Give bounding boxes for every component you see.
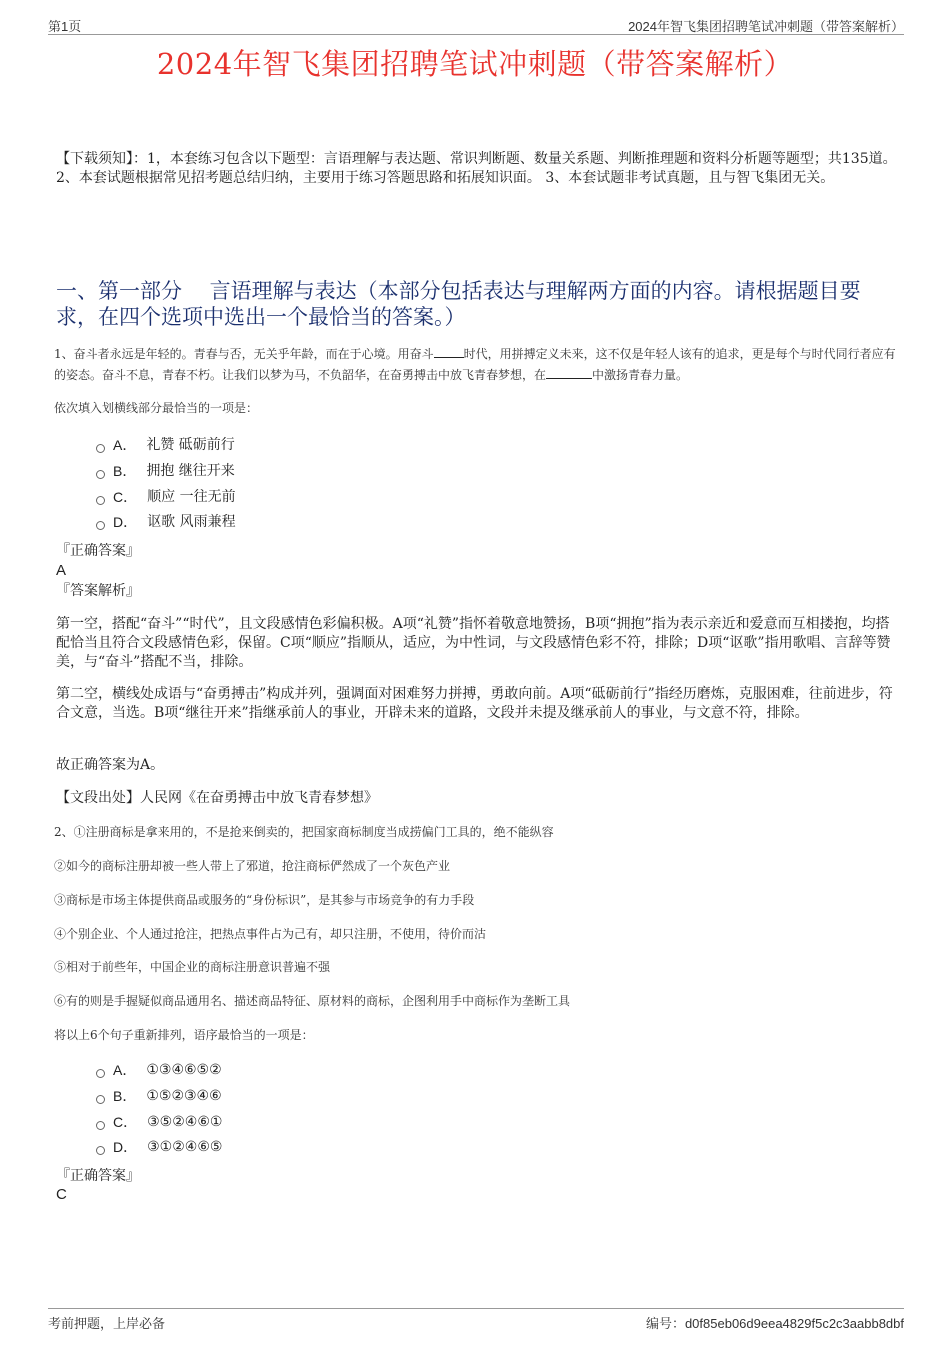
radio-icon[interactable]	[96, 1069, 105, 1078]
q1-option-b[interactable]: B． 拥抱 继往开来	[96, 462, 235, 480]
question-2-prompt: 将以上6个句子重新排列，语序最恰当的一项是：	[54, 1028, 314, 1042]
radio-icon[interactable]	[96, 521, 105, 530]
q1-option-a[interactable]: A． 礼赞 砥砺前行	[96, 436, 235, 454]
header-rule	[48, 34, 904, 35]
footer-rule	[48, 1308, 904, 1309]
radio-icon[interactable]	[96, 444, 105, 453]
q1-option-d[interactable]: D． 讴歌 风雨兼程	[96, 513, 236, 531]
footer-slogan: 考前押题，上岸必备	[48, 1317, 166, 1332]
q2-option-d[interactable]: D． ③①②④⑥⑤	[96, 1138, 222, 1156]
radio-icon[interactable]	[96, 496, 105, 505]
q2-sentence-2: ②如今的商标注册却被一些人带上了邪道，抢注商标俨然成了一个灰色产业	[54, 859, 451, 873]
q2-sentence-4: ④个别企业、个人通过抢注，把热点事件占为己有，却只注册，不使用，待价而沽	[54, 927, 487, 941]
section-heading: 一、第一部分 言语理解与表达（本部分包括表达与理解两方面的内容。请根据题目要求，在四个选项中选出一个最恰当的答案。）	[56, 279, 861, 329]
q2-sentence-6: ⑥有的则是手握疑似商品通用名、描述商品特征、原材料的商标，企图利用手中商标作为垄断工具	[54, 994, 571, 1008]
q1-source: 【文段出处】人民网《在奋勇搏击中放飞青春梦想》	[56, 790, 378, 806]
q1-analysis-label: 『答案解析』	[56, 583, 140, 599]
q1-analysis-paragraph-1: 第一空，搭配“奋斗”“时代”，且文段感情色彩偏积极。A项“礼赞”指怀着敬意地赞扬，B项“拥抱”指为表示亲近和爱意而互相搂抱，均搭配恰当且符合文段感情色彩，保留。C项“顺应”指顺从，适应，为中性词，与文段感情色彩不符，排除；D项“讴歌”指用歌唱、言辞等赞美，与“奋斗”搭配不当，排除。	[56, 616, 891, 670]
q2-sentence-3: ③商标是市场主体提供商品或服务的“身份标识”，是其参与市场竞争的有力手段	[54, 893, 475, 907]
q2-option-c[interactable]: C． ③⑤②④⑥①	[96, 1113, 222, 1131]
q1-conclusion: 故正确答案为A。	[56, 757, 165, 773]
page-title: 2024年智飞集团招聘笔试冲刺题（带答案解析）	[156, 47, 794, 81]
page-number: 第1页	[48, 19, 82, 34]
q2-option-b[interactable]: B． ①⑤②③④⑥	[96, 1087, 222, 1105]
q2-answer-label: 『正确答案』	[56, 1168, 140, 1184]
radio-icon[interactable]	[96, 1121, 105, 1130]
q2-answer: C	[56, 1186, 67, 1203]
q1-answer: A	[56, 562, 67, 579]
question-1-stem: 1、奋斗者永远是年轻的。青春与否，无关乎年龄，而在于心境。用奋斗 时代，用拼搏定义未来，这不仅是年轻人该有的追求，更是每个与时代同行者应有的姿态。奋斗不息，青春不朽。让我们以梦为马，不负韶华，在奋勇搏击中放飞青春梦想，在 中激扬青春力量。	[54, 347, 896, 382]
blank-2	[546, 366, 592, 379]
q1-analysis-paragraph-2: 第二空，横线处成语与“奋勇搏击”构成并列，强调面对困难努力拼搏，勇敢向前。A项“砥砺前行”指经历磨炼，克服困难，往前进步，符合文意，当选。B项“继往开来”指继承前人的事业，开辟未来的道路，文段并未提及继承前人的事业，与文意不符，排除。	[56, 686, 893, 721]
q2-sentence-1: 2、①注册商标是拿来用的，不是抢来倒卖的，把国家商标制度当成捞偏门工具的，绝不能纵容	[54, 825, 554, 839]
q2-option-a[interactable]: A． ①③④⑥⑤②	[96, 1061, 222, 1079]
question-1-prompt: 依次填入划横线部分最恰当的一项是：	[54, 401, 259, 415]
q2-sentence-5: ⑤相对于前些年，中国企业的商标注册意识普遍不强	[54, 960, 331, 974]
radio-icon[interactable]	[96, 1146, 105, 1155]
q1-answer-label: 『正确答案』	[56, 543, 140, 559]
download-notice: 【下载须知】：1，本套练习包含以下题型：言语理解与表达题、常识判断题、数量关系题、判断推理题和资料分析题等题型；共135道。 2、本套试题根据常见招考题总结归纳，主要用于练习答题思路和拓展知识面。 3、本套试题非考试真题，且与智飞集团无关。	[56, 151, 897, 186]
blank-1	[434, 345, 464, 358]
radio-icon[interactable]	[96, 470, 105, 479]
radio-icon[interactable]	[96, 1095, 105, 1104]
document-code: 编号：d0f85eb06d9eea4829f5c2c3aabb8dbf	[645, 1316, 904, 1332]
q1-option-c[interactable]: C． 顺应 一往无前	[96, 488, 236, 506]
running-title: 2024年智飞集团招聘笔试冲刺题（带答案解析）	[628, 19, 904, 34]
